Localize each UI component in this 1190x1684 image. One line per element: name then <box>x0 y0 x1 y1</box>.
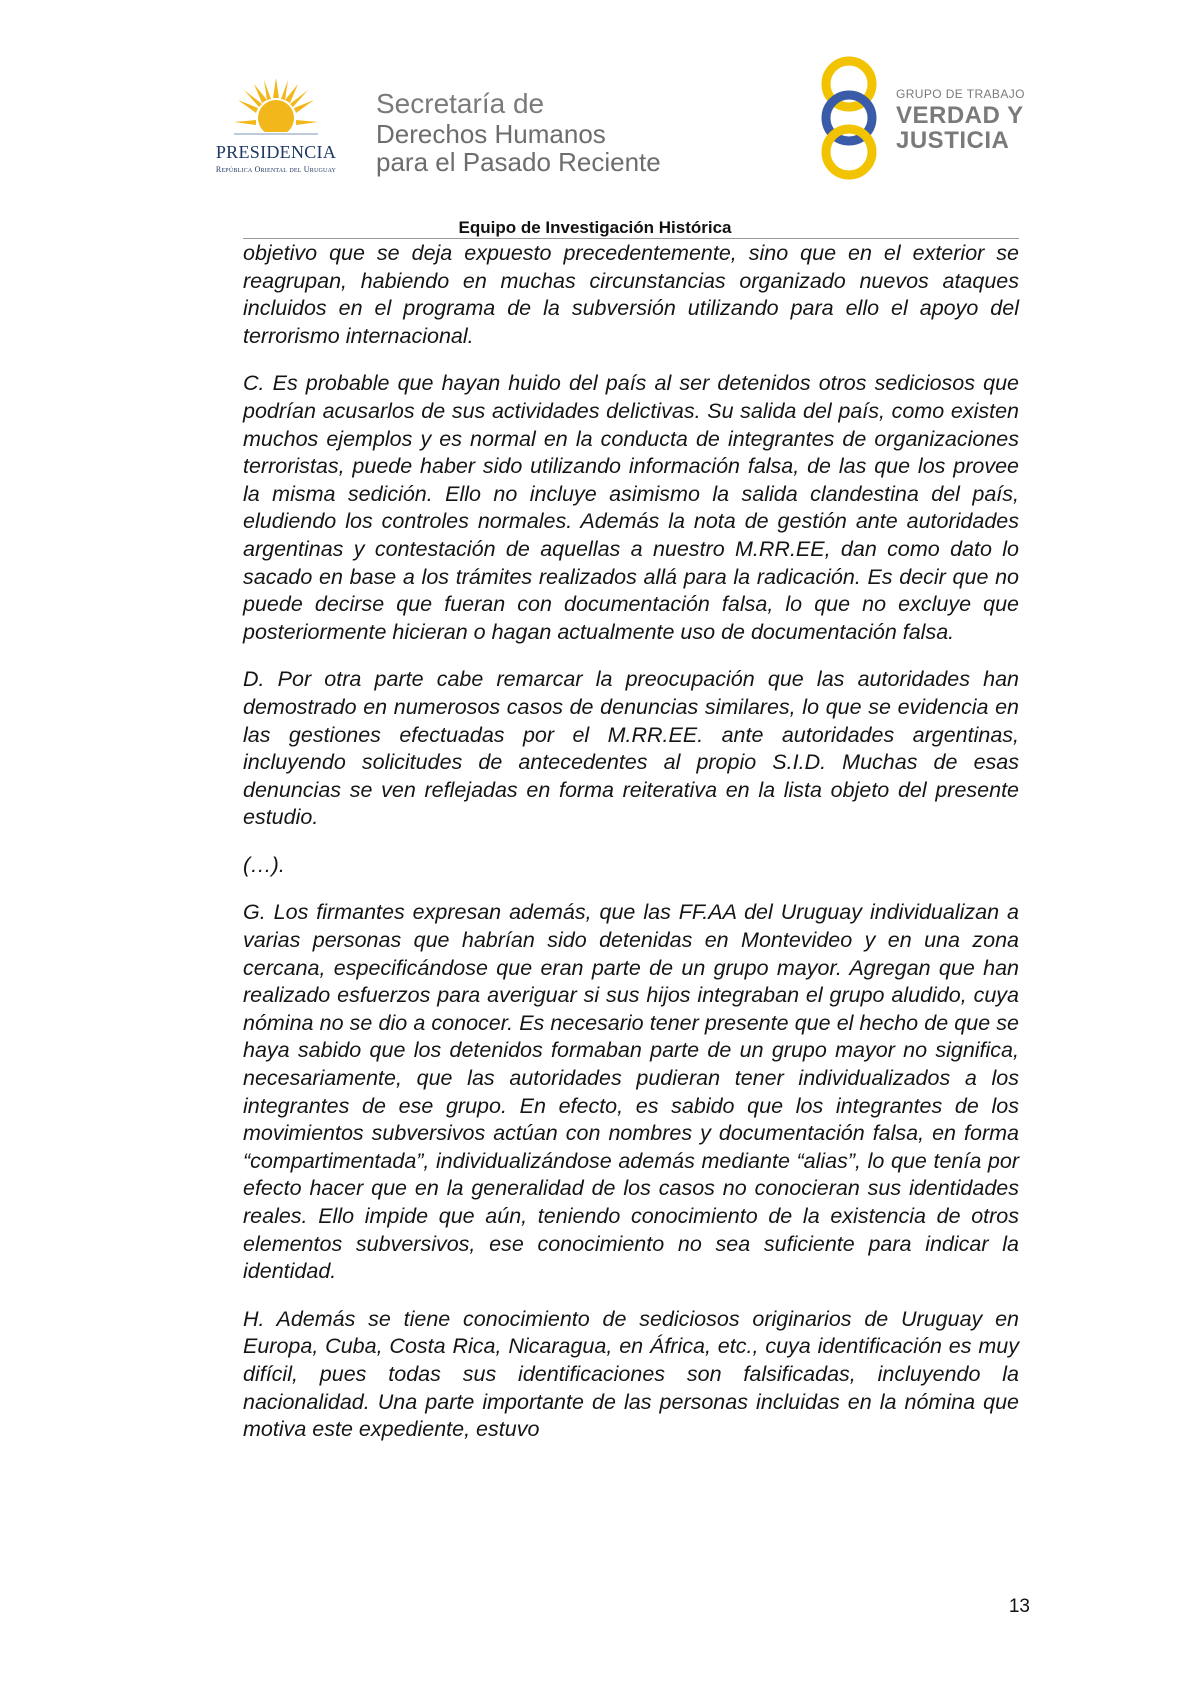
paragraph-1: objetivo que se deja expuesto precedentemente, sino que en el exterior se reagrupan, habiendo en muchas circunstancias organizado nuevos ataques incluidos en el programa de la subversión utilizando para ello el apoyo del terrorismo internacional. <box>243 241 1019 348</box>
secretaria-line-2: Derechos Humanos <box>376 119 606 149</box>
paragraph-ellipsis: (…). <box>243 852 285 877</box>
presidencia-logo <box>196 76 356 176</box>
verdad-justicia-title <box>896 88 1025 154</box>
vj-line-1: VERDAD Y <box>896 102 1024 129</box>
secretaria-line-1: Secretaría de <box>376 88 545 119</box>
interlocked-rings-icon <box>818 56 880 180</box>
paragraph-h: H. Además se tiene conocimiento de sediciosos originarios de Uruguay en Europa, Cuba, Costa Rica, Nicaragua, en África, etc., cuya identificación es muy difícil, pues todas sus identificaciones son falsificadas, incluyendo la nacionalidad. Una parte importante de las personas incluidas en la nómina que motiva este expediente, estuvo <box>243 1306 1019 1442</box>
team-title: Equipo de Investigación Histórica <box>458 218 732 237</box>
header-divider <box>243 238 1019 239</box>
paragraph-c: C. Es probable que hayan huido del país al ser detenidos otros sediciosos que podrían acusarlos de sus actividades delictivas. Su salida del país, como existen muchos ejemplos y es normal en la conducta de integrantes de organizaciones terroristas, puede haber sido utilizando información falsa, de las que los provee la misma sedición. Ello no incluye asimismo la salida clandestina del país, eludiendo los controles normales. Además la nota de gestión ante autoridades argentinas y contestación de aquellas a nuestro M.RR.EE, dan como dato lo sacado en base a los trámites realizados allá para la radicación. Es decir que no puede decirse que fueran con documentación falsa, lo que no excluye que posteriormente hicieran o hagan actualmente uso de documentación falsa. <box>243 371 1019 644</box>
document-body <box>243 240 1019 1464</box>
sun-icon <box>234 76 318 140</box>
vj-line-2: JUSTICIA <box>896 127 1010 154</box>
paragraph-g: G. Los firmantes expresan además, que las FF.AA del Uruguay individualizan a varias personas que habrían sido detenidas en Montevideo y en una zona cercana, especificándose que eran parte de un grupo mayor. Agregan que han realizado esfuerzos para averiguar si sus hijos integraban el grupo aludido, cuya nómina no se dio a conocer. Es necesario tener presente que el hecho de que se haya sabido que los detenidos formaban parte de un grupo mayor no significa, necesariamente, que las autoridades pudieran tener individualizados a los integrantes de ese grupo. En efecto, es sabido que los integrantes de los movimientos subversivos actúan con nombres y documentación falsa, en forma “compartimentada”, individualizándose además mediante “alias”, lo que tenía por efecto hacer que en la generalidad de los casos no conocieran sus identidades reales. Ello impide que aún, teniendo conocimiento de la existencia de otros elementos subversivos, ese conocimiento no sea suficiente para indicar la identidad. <box>243 900 1019 1284</box>
page-number: 13 <box>1008 1596 1030 1617</box>
secretaria-line-3: para el Pasado Reciente <box>376 147 661 177</box>
secretaria-title <box>376 90 661 177</box>
presidencia-subtitle: República Oriental del Uruguay <box>215 165 337 174</box>
presidencia-word: PRESIDENCIA <box>215 142 337 162</box>
page-header <box>0 0 1190 240</box>
vj-subtitle: GRUPO DE TRABAJO <box>896 87 1025 101</box>
paragraph-d: D. Por otra parte cabe remarcar la preocupación que las autoridades han demostrado en numerosos casos de denuncias similares, lo que se evidencia en las gestiones efectuadas por el M.RR.EE. ante autoridades argentinas, incluyendo solicitudes de antecedentes al propio S.I.D. Muchas de esas denuncias se ven reflejadas en forma reiterativa en la lista objeto del presente estudio. <box>243 667 1019 830</box>
